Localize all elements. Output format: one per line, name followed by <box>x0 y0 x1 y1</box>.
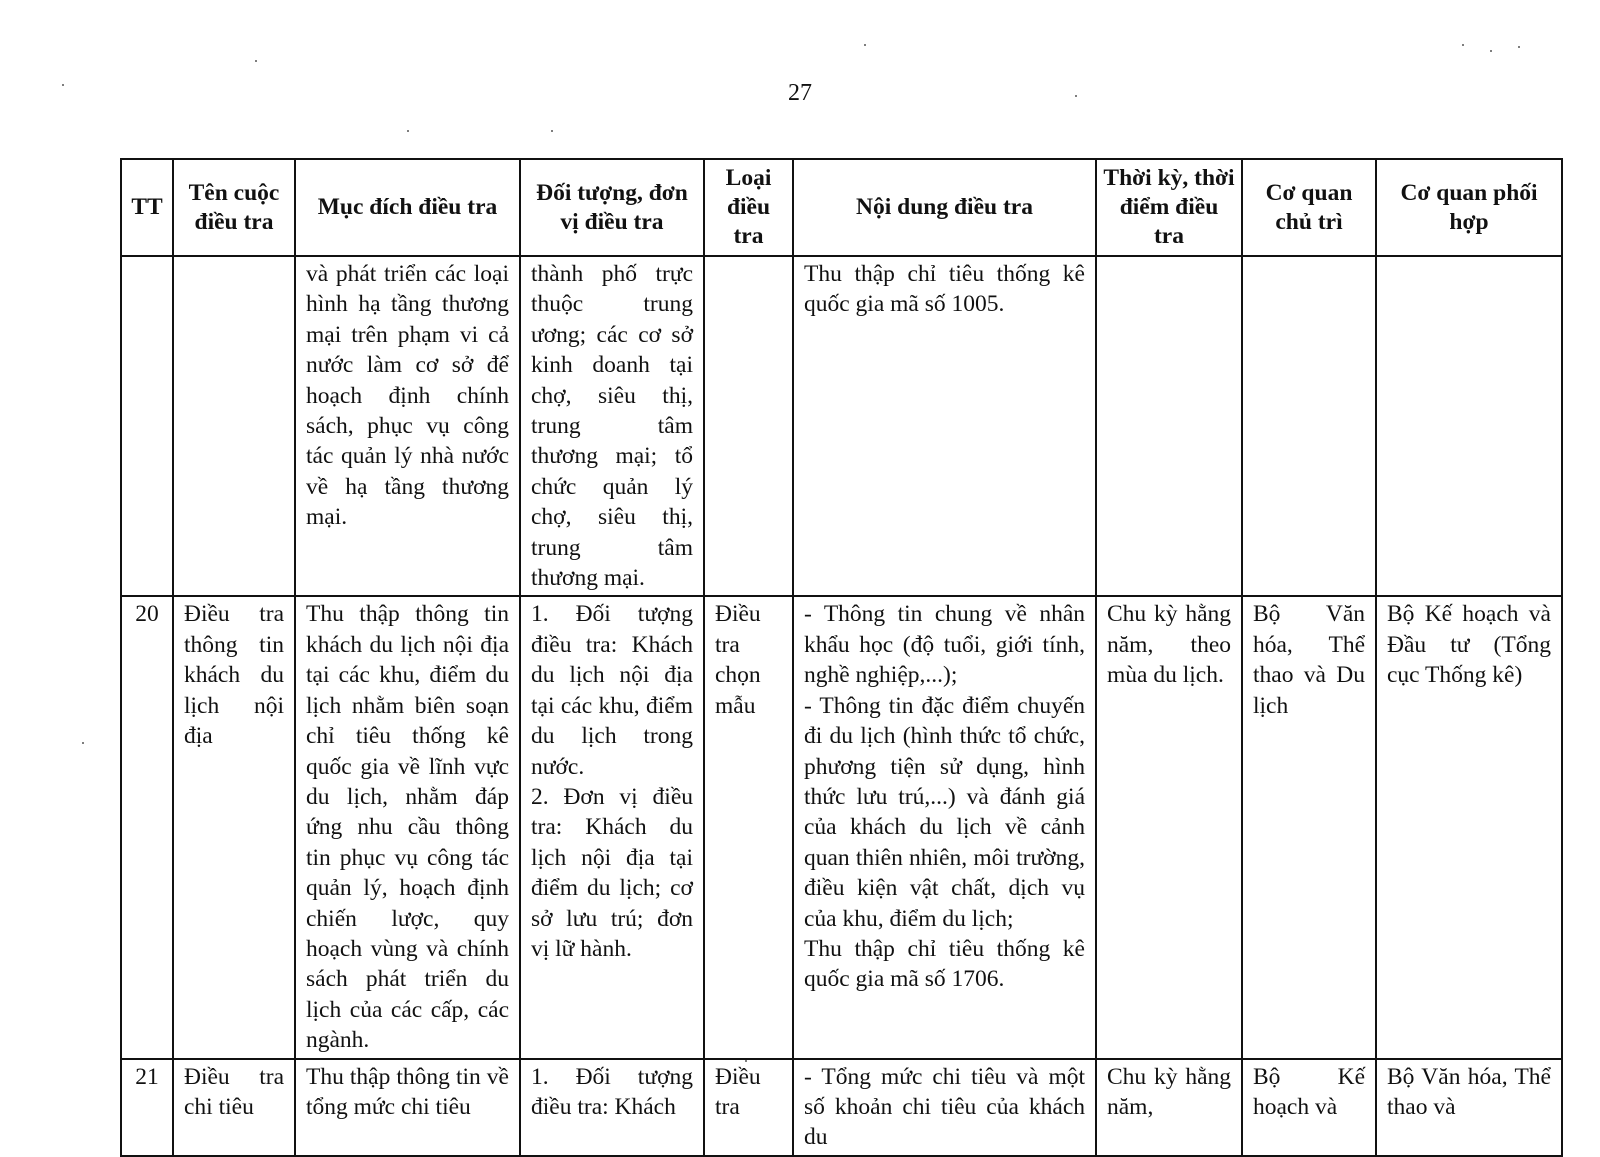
header-tt: TT <box>121 159 173 256</box>
cell-survey-name: Điều tra chi tiêu <box>173 1059 295 1156</box>
cell-lead-agency: Bộ Kế hoạch và <box>1242 1059 1376 1156</box>
table-row-21 <box>121 1059 1562 1156</box>
cell-content: - Tổng mức chi tiêu và một số khoản chi tiêu của khách du <box>793 1059 1096 1156</box>
cell-tt: 20 <box>121 596 173 1058</box>
content-item: Thu thập chỉ tiêu thống kê quốc gia mã số 1706. <box>804 935 1085 993</box>
cell-survey-type: Điều tra chọn mẫu <box>704 596 793 1058</box>
cell-purpose: Thu thập thông tin khách du lịch nội địa tại các khu, điểm du lịch nhằm biên soạn chỉ tiêu thống kê quốc gia về lĩnh vực du lịch, nhằm đáp ứng nhu cầu thông tin phục vụ công tác quản lý, hoạch định chiến lược, quy hoạch vùng và chính sách phát triển du lịch của các cấp, các ngành. <box>295 596 520 1058</box>
cell-period: Chu kỳ hằng năm, <box>1096 1059 1242 1156</box>
header-lead-agency: Cơ quan chủ trì <box>1242 159 1376 256</box>
unit-paragraph: 2. Đơn vị điều tra: Khách du lịch nội địa tại điểm du lịch; cơ sở lưu trú; đơn vị lữ hành. <box>531 783 693 962</box>
content-item: - Thông tin chung về nhân khẩu học (độ tuổi, giới tính, nghề nghiệp,...); <box>804 601 1085 689</box>
cell-coordinating-agency <box>1376 256 1562 596</box>
table-row-20 <box>121 596 1562 1058</box>
scan-speck <box>82 742 84 744</box>
table-header-row <box>121 159 1562 256</box>
cell-purpose: và phát triển các loại hình hạ tầng thương mại trên phạm vi cả nước làm cơ sở để hoạch định chính sách, phục vụ công tác quản lý nhà nước về hạ tầng thương mại. <box>295 256 520 596</box>
scan-speck <box>255 60 257 62</box>
header-purpose: Mục đích điều tra <box>295 159 520 256</box>
cell-tt <box>121 256 173 596</box>
cell-period: Chu kỳ hằng năm, theo mùa du lịch. <box>1096 596 1242 1058</box>
cell-survey-name <box>173 256 295 596</box>
scan-speck <box>864 44 866 46</box>
scan-speck <box>1462 44 1464 46</box>
cell-survey-type <box>704 256 793 596</box>
cell-content <box>793 596 1096 1058</box>
table-row-continuation <box>121 256 1562 596</box>
scan-speck <box>407 130 409 132</box>
header-content: Nội dung điều tra <box>793 159 1096 256</box>
header-survey-type: Loại điều tra <box>704 159 793 256</box>
cell-tt: 21 <box>121 1059 173 1156</box>
scan-speck <box>1518 46 1520 48</box>
scan-speck <box>551 130 553 132</box>
scan-speck <box>1490 50 1492 52</box>
cell-subject-unit: thành phố trực thuộc trung ương; các cơ sở kinh doanh tại chợ, siêu thị, trung tâm thương mại; tổ chức quản lý chợ, siêu thị, trung tâm thương mại. <box>520 256 704 596</box>
scan-speck <box>1075 95 1077 97</box>
cell-purpose: Thu thập thông tin về tổng mức chi tiêu <box>295 1059 520 1156</box>
cell-subject-unit <box>520 596 704 1058</box>
cell-survey-name: Điều tra thông tin khách du lịch nội địa <box>173 596 295 1058</box>
header-survey-name: Tên cuộc điều tra <box>173 159 295 256</box>
cell-lead-agency: Bộ Văn hóa, Thể thao và Du lịch <box>1242 596 1376 1058</box>
header-coordinating-agency: Cơ quan phối hợp <box>1376 159 1562 256</box>
content-item: - Thông tin đặc điểm chuyến đi du lịch (hình thức tổ chức, phương tiện sử dụng, hình thức lưu trú,...) và đánh giá của khách du lịch về cảnh quan thiên nhiên, môi trường, điều kiện vật chất, dịch vụ của khu, điểm du lịch; <box>804 692 1085 932</box>
page-number: 27 <box>788 80 812 106</box>
cell-survey-type: Điều tra <box>704 1059 793 1156</box>
cell-subject-unit: 1. Đối tượng điều tra: Khách <box>520 1059 704 1156</box>
scan-speck <box>62 84 64 86</box>
survey-table <box>120 158 1563 1157</box>
cell-lead-agency <box>1242 256 1376 596</box>
subject-paragraph: 1. Đối tượng điều tra: Khách du lịch nội địa tại các khu, điểm du lịch trong nước. <box>531 601 693 780</box>
header-period: Thời kỳ, thời điểm điều tra <box>1096 159 1242 256</box>
cell-coordinating-agency: Bộ Văn hóa, Thể thao và <box>1376 1059 1562 1156</box>
cell-period <box>1096 256 1242 596</box>
cell-content: Thu thập chỉ tiêu thống kê quốc gia mã số 1005. <box>793 256 1096 596</box>
cell-coordinating-agency: Bộ Kế hoạch và Đầu tư (Tổng cục Thống kê) <box>1376 596 1562 1058</box>
header-subject-unit: Đối tượng, đơn vị điều tra <box>520 159 704 256</box>
